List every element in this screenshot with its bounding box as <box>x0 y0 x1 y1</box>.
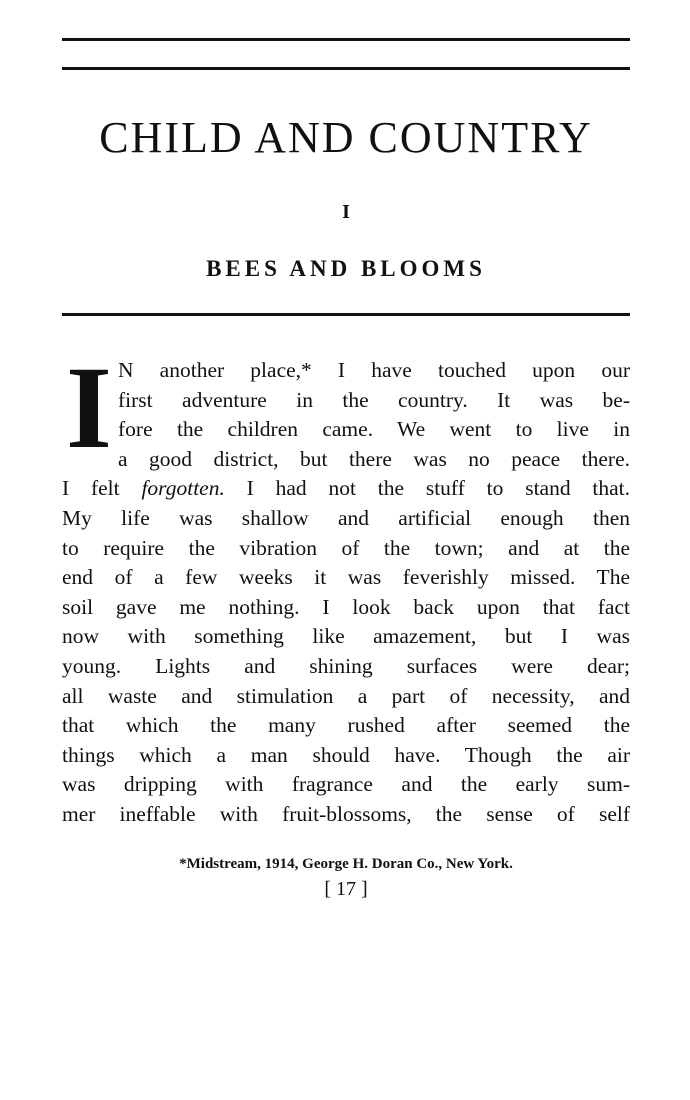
body-text <box>62 356 630 830</box>
section-title: BEES AND BLOOMS <box>206 256 486 281</box>
body-line: was dripping with fragrance and the early sum- <box>62 772 630 797</box>
body-line: to require the vibration of the town; and at the <box>62 535 630 560</box>
body-line: mer ineffable with fruit-blossoms, the sense of self <box>62 801 630 826</box>
drop-cap: I <box>66 358 112 464</box>
top-rule-lower <box>62 67 630 70</box>
emphasized-word: forgotten. <box>141 476 225 501</box>
body-line: a good district, but there was no peace there. <box>118 446 630 471</box>
body-line: things which a man should have. Though the air <box>62 742 630 767</box>
top-rule-upper <box>62 38 630 41</box>
footnote: *Midstream, 1914, George H. Doran Co., New York. <box>179 856 513 872</box>
page-number: [ 17 ] <box>324 878 368 900</box>
body-line: N another place,* I have touched upon our <box>118 358 630 382</box>
body-line: all waste and stimulation a part of necessity, and <box>62 683 630 708</box>
body-line <box>62 474 630 504</box>
body-line: end of a few weeks it was feverishly missed. The <box>62 565 630 590</box>
body-line: My life was shallow and artificial enough then <box>62 505 630 530</box>
section-rule <box>62 313 630 316</box>
chapter-title: CHILD AND COUNTRY <box>99 113 593 162</box>
body-line-prefix: I felt <box>62 476 142 501</box>
body-line-suffix: I had not the stuff to stand that. <box>224 476 631 501</box>
body-line: first adventure in the country. It was be- <box>118 387 630 412</box>
body-line: young. Lights and shining surfaces were dear; <box>62 653 630 678</box>
section-number: I <box>342 201 350 223</box>
body-line: that which the many rushed after seemed the <box>62 713 630 738</box>
body-line: soil gave me nothing. I look back upon that fact <box>62 594 630 619</box>
body-line: fore the children came. We went to live in <box>118 417 630 442</box>
body-line: now with something like amazement, but I was <box>62 624 630 649</box>
